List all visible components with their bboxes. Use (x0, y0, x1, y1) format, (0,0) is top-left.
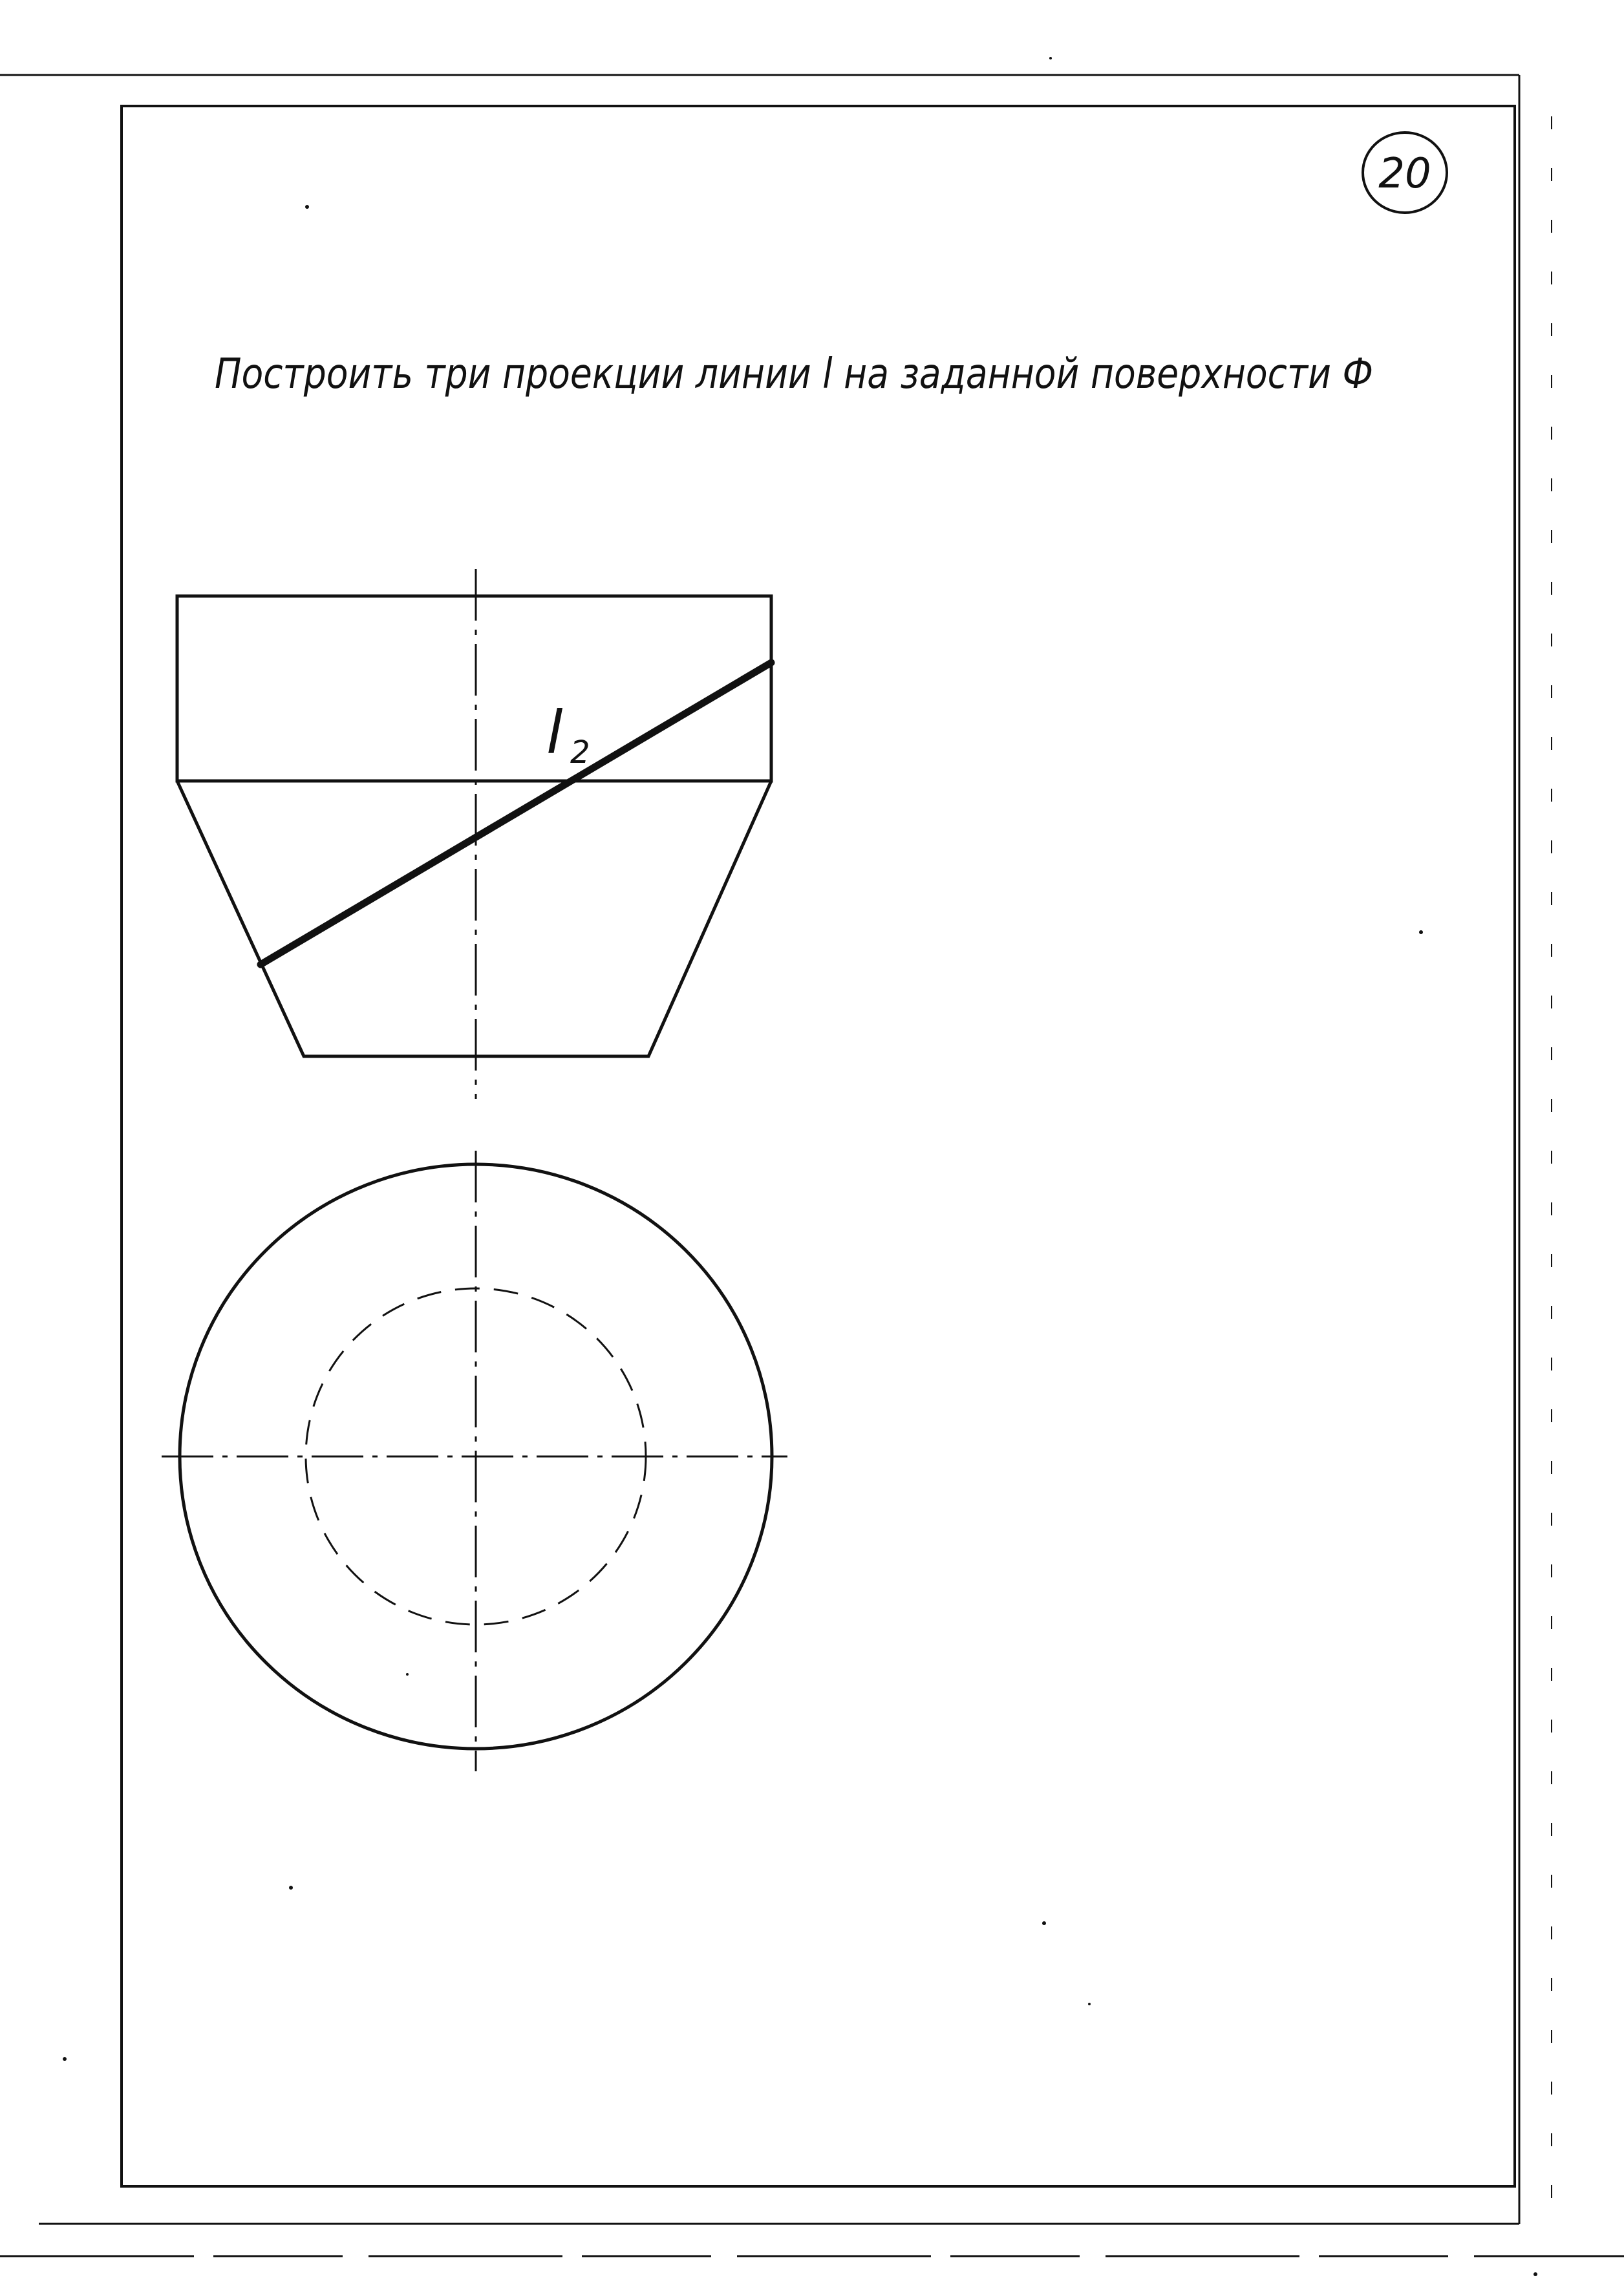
front-view (177, 569, 771, 1099)
sheet-number-badge (1363, 133, 1447, 213)
drawing-frame (122, 106, 1515, 2186)
cone-frustum-outline (177, 781, 771, 1056)
line-l2-subscript: 2 (570, 734, 590, 771)
sheet-number: 20 (1378, 150, 1431, 198)
task-text: Построить три проекции линии l на заданной поверхности Ф (215, 350, 1373, 398)
line-l2 (261, 663, 771, 965)
cylinder-outline (177, 596, 771, 781)
top-view (162, 1151, 787, 1771)
scan-edges (0, 75, 1624, 2256)
line-l2-label: l (546, 698, 563, 767)
